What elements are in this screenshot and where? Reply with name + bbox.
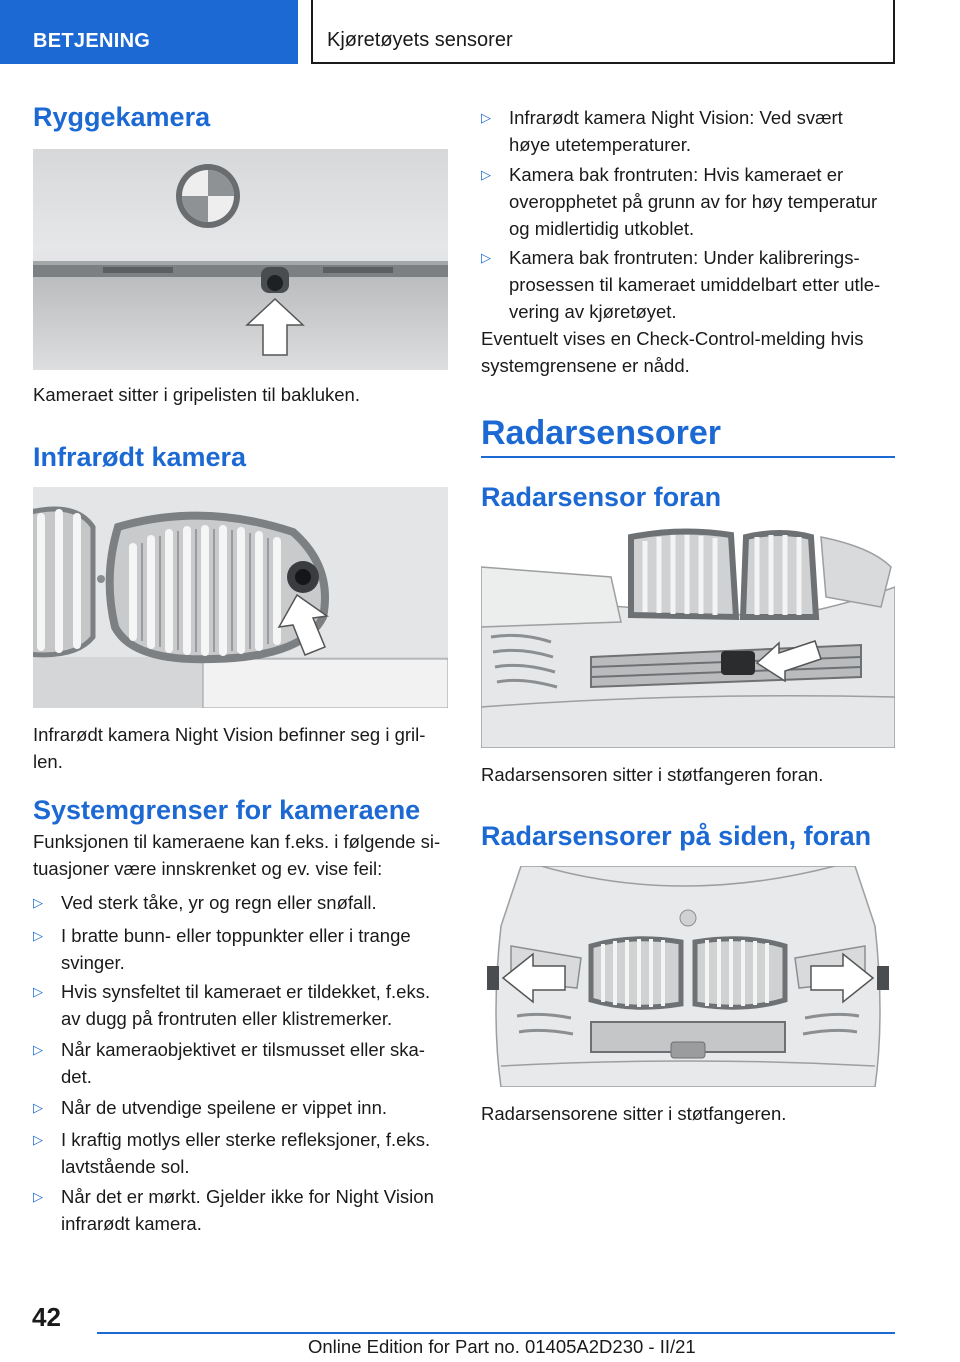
heading-radarsensor-foran: Radarsensor foran [481,482,722,512]
heading-infrarodt-kamera: Infrarødt kamera [33,442,247,472]
list-item: ▷ Infrarødt kamera Night Vision: Ved svært høye utetemperaturer. [481,104,843,158]
bullet-triangle-icon: ▷ [33,1042,43,1057]
header-section-tab [0,0,298,64]
heading-underline [481,456,895,458]
list-item: ▷ I kraftig motlys eller sterke refleksjoner, f.eks. lavtstående sol. [33,1126,430,1180]
footer-rule [97,1332,895,1334]
bullet-triangle-icon: ▷ [481,167,491,182]
header-chapter-box [311,0,895,64]
list-item: ▷ Ved sterk tåke, yr og regn eller snøfall. [33,889,377,916]
list-item: ▷ Kamera bak frontruten: Under kalibrerings‐ prosessen til kameraet umiddelbart etter utle‐ vering av kjøretøyet. [481,244,880,325]
side-radar-illustration [481,866,895,1087]
list-item: ▷ Hvis synsfeltet til kameraet er tildekket, f.eks. av dugg på frontruten eller klistremerker. [33,978,430,1032]
infrared-caption-line-1: Infrarødt kamera Night Vision befinner seg i gril‐ [33,724,426,745]
bullet-triangle-icon: ▷ [33,928,43,943]
list-item: ▷ Når de utvendige speilene er vippet inn. [33,1094,387,1121]
rear-camera-caption: Kameraet sitter i gripelisten til bakluken. [33,384,360,405]
infrared-camera-illustration [33,487,448,708]
bullet-triangle-icon: ▷ [481,250,491,265]
heading-ryggekamera: Ryggekamera [33,102,211,132]
list-item: ▷ I bratte bunn- eller toppunkter eller i trange svinger. [33,922,411,976]
list-item: ▷ Kamera bak frontruten: Hvis kameraet er overopphetet på grunn av for høy temperatur og midlertidig utkoblet. [481,161,877,242]
bullet-triangle-icon: ▷ [481,110,491,125]
list-item: ▷ Når det er mørkt. Gjelder ikke for Night Vision infrarødt kamera. [33,1183,434,1237]
check-control-note-line-1: Eventuelt vises en Check-Control-melding hvis [481,328,864,349]
infrared-caption-line-2: len. [33,751,63,772]
heading-radarsensorer-siden: Radarsensorer på siden, foran [481,821,872,851]
bullet-triangle-icon: ▷ [33,895,43,910]
bullet-triangle-icon: ▷ [33,1189,43,1204]
systemgrenser-intro-line-2: tuasjoner være innskrenket og ev. vise feil: [33,858,383,879]
side-radar-caption: Radarsensorene sitter i støtfangeren. [481,1103,787,1124]
bullet-triangle-icon: ▷ [33,1132,43,1147]
bullet-triangle-icon: ▷ [33,1100,43,1115]
front-radar-illustration [481,527,895,748]
header-chapter-label: Kjøretøyets sensorer [327,29,513,51]
footer-edition-text: Online Edition for Part no. 01405A2D230 - II/21 [308,1336,696,1357]
page-number: 42 [32,1302,61,1332]
systemgrenser-intro-line-1: Funksjonen til kameraene kan f.eks. i følgende si‐ [33,831,441,852]
heading-systemgrenser: Systemgrenser for kameraene [33,795,421,825]
heading-radarsensorer: Radarsensorer [481,414,722,452]
rear-camera-illustration [33,149,448,370]
check-control-note-line-2: systemgrensene er nådd. [481,355,690,376]
list-item: ▷ Når kameraobjektivet er tilsmusset eller ska‐ det. [33,1036,425,1090]
bullet-triangle-icon: ▷ [33,984,43,999]
front-radar-caption: Radarsensoren sitter i støtfangeren foran. [481,764,824,785]
header-section-label: BETJENING [33,30,151,52]
